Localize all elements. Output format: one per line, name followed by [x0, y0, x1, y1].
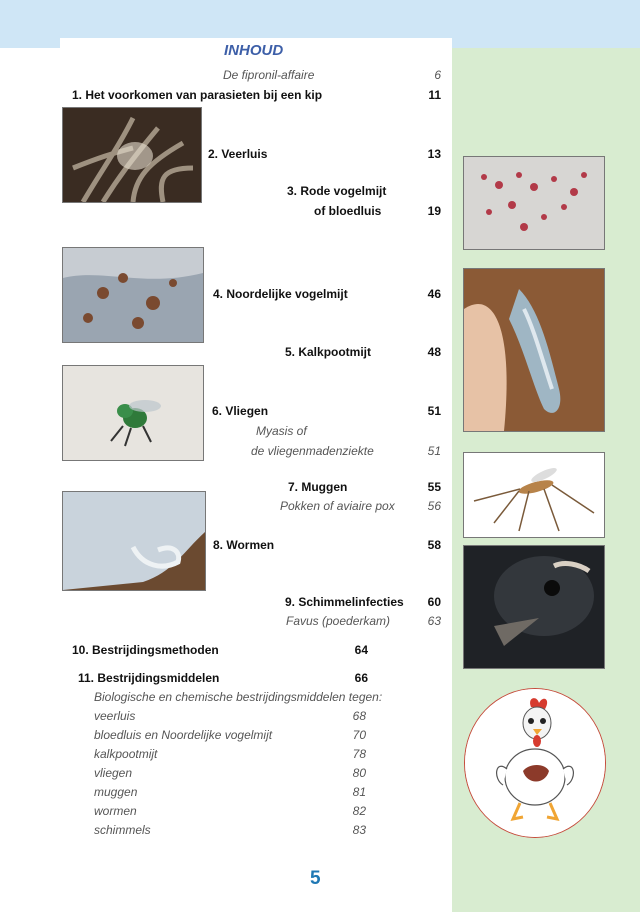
toc-chapter-1-page: 11 — [428, 88, 441, 102]
toc-chapter-8: 8. Wormen — [213, 538, 275, 552]
toc-chapter-9-page: 60 — [427, 595, 441, 609]
photo-feathers-lice — [62, 107, 202, 203]
toc-chapter-9: 9. Schimmelinfecties — [285, 595, 404, 609]
toc-chapter-1: 1. Het voorkomen van parasieten bij een kip — [72, 88, 323, 102]
toc-intro-label: De fipronil-affaire — [223, 68, 315, 82]
toc-remedy-item: muggen — [94, 785, 138, 799]
toc-remedy-page: 83 — [352, 823, 366, 837]
toc-chapter-10-page: 64 — [354, 643, 368, 657]
cartoon-chicken — [464, 688, 606, 838]
toc-chapter-6-sub-page: 51 — [427, 444, 441, 458]
toc-chapter-8-page: 58 — [427, 538, 441, 552]
toc-intro-page: 6 — [434, 68, 441, 82]
page-number: 5 — [310, 868, 321, 889]
photo-red-mites — [463, 156, 605, 250]
toc-chapter-3-line2: of bloedluis — [314, 204, 382, 218]
toc-chapter-3-line1: 3. Rode vogelmijt — [287, 184, 387, 198]
photo-mosquito — [463, 452, 605, 538]
toc-chapter-6-sub1: Myasis of — [256, 424, 307, 438]
toc-chapter-2-page: 13 — [427, 147, 441, 161]
toc-chapter-3-page: 19 — [427, 204, 441, 218]
toc-chapter-9-sub-page: 63 — [427, 614, 441, 628]
toc-chapter-9-sub: Favus (poederkam) — [286, 614, 391, 628]
toc-remedy-item: wormen — [94, 804, 137, 818]
toc-chapter-4: 4. Noordelijke vogelmijt — [213, 287, 348, 301]
toc-chapter-7-sub-page: 56 — [427, 499, 441, 513]
toc-chapter-11-intro: Biologische en chemische bestrijdingsmiddelen tegen: — [94, 690, 383, 704]
toc-remedy-page: 80 — [352, 766, 366, 780]
toc-remedy-item: vliegen — [94, 766, 133, 780]
photo-worms — [62, 491, 206, 591]
toc-chapter-5-page: 48 — [427, 345, 441, 359]
toc-remedy-page: 81 — [352, 785, 366, 799]
toc-remedy-page: 82 — [352, 804, 366, 818]
photo-chicken-head — [463, 545, 605, 669]
toc-chapter-7-page: 55 — [427, 480, 441, 494]
toc-chapter-7: 7. Muggen — [288, 480, 348, 494]
toc-remedy-page: 68 — [352, 709, 366, 723]
toc-chapter-2: 2. Veerluis — [208, 147, 268, 161]
toc-remedy-page: 70 — [352, 728, 366, 742]
toc-chapter-11-page: 66 — [354, 671, 368, 685]
toc-remedy-item: schimmels — [94, 823, 151, 837]
toc-remedy-item: kalkpootmijt — [94, 747, 158, 761]
toc-chapter-5: 5. Kalkpootmijt — [285, 345, 372, 359]
toc-chapter-6-page: 51 — [427, 404, 441, 418]
toc-remedy-item: veerluis — [94, 709, 136, 723]
toc-chapter-11: 11. Bestrijdingsmiddelen — [78, 671, 220, 685]
toc-heading: INHOUD — [224, 42, 284, 59]
toc-chapter-10: 10. Bestrijdingsmethoden — [72, 643, 219, 657]
toc-chapter-7-sub: Pokken of aviaire pox — [280, 499, 395, 513]
photo-green-fly — [62, 365, 204, 461]
toc-chapter-6-sub2: de vliegenmadenziekte — [251, 444, 374, 458]
toc-chapter-4-page: 46 — [427, 287, 441, 301]
toc-remedy-page: 78 — [352, 747, 366, 761]
toc-chapter-6: 6. Vliegen — [212, 404, 269, 418]
photo-scaly-leg — [463, 268, 605, 432]
toc-remedy-item: bloedluis en Noordelijke vogelmijt — [94, 728, 273, 742]
photo-mites-on-feathers — [62, 247, 204, 343]
